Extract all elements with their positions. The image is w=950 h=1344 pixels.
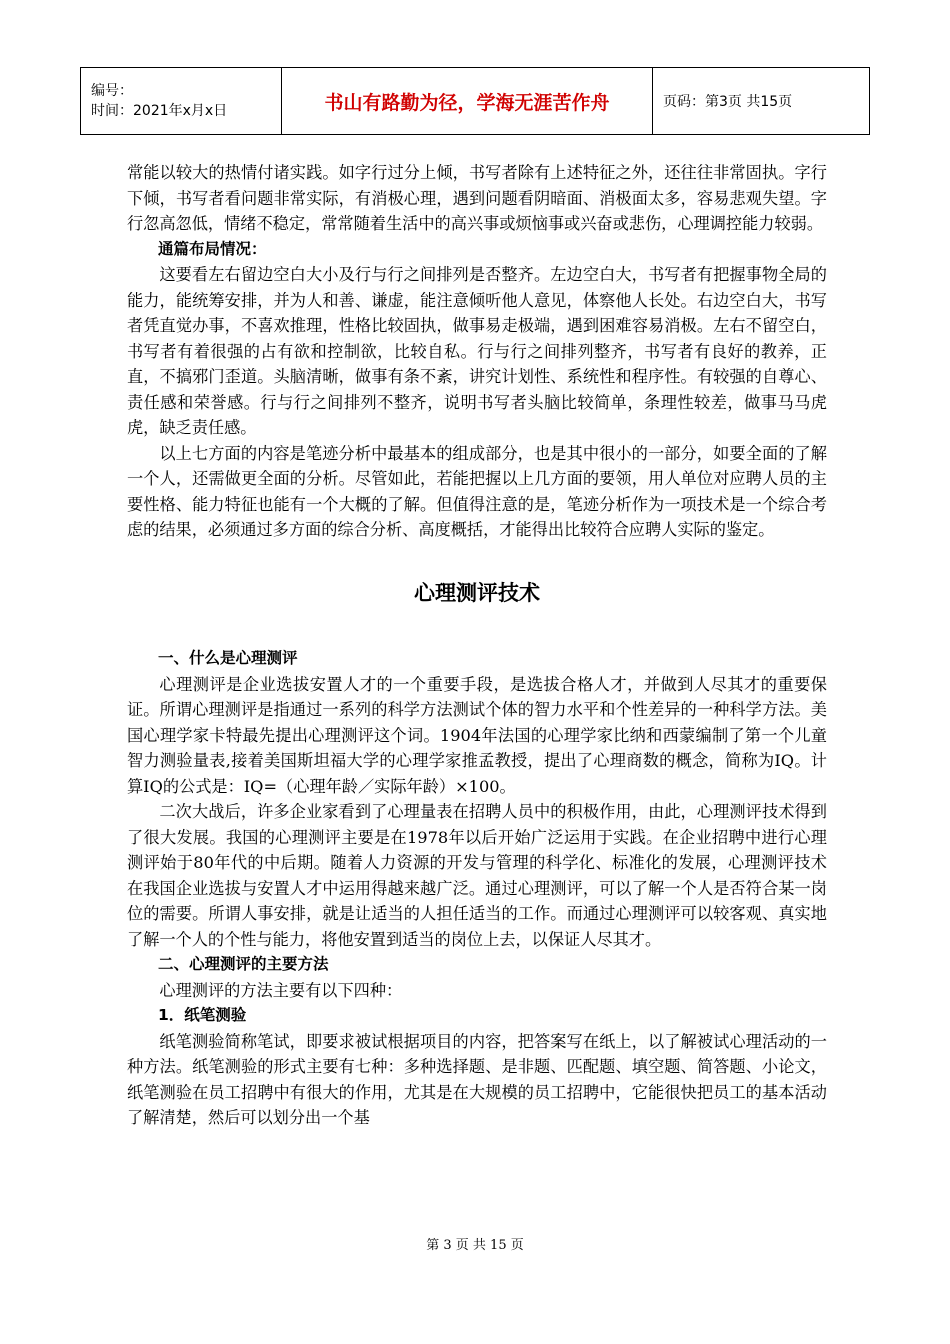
paragraph: 这要看左右留边空白大小及行与行之间排列是否整齐。左边空白大，书写者有把握事物全局的能力，能统筹安排，并为人和善、谦虚，能注意倾听他人意见，体察他人长处。右边空白大，书写者凭直觉办事，不喜欢推理，性格比较固执，做事易走极端，遇到困难容易消极。左右不留空白，书写者有着很强的占有欲和控制欲，比较自私。行与行之间排列整齐，书写者有良好的教养，正直，不搞邪门歪道。头脑清晰，做事有条不紊，讲究计划性、系统性和程序性。有较强的自尊心、责任感和荣誉感。行与行之间排列不整齐，说明书写者头脑比较简单，条理性较差，做事马马虎虎，缺乏责任感。: [127, 265, 827, 437]
page-footer: 第 3 页 共 15 页: [426, 1238, 524, 1253]
time-label: 时间：2021年x月x日: [91, 103, 228, 119]
page-title: 心理测评技术: [414, 580, 540, 605]
section-heading-1: 一、什么是心理测评: [158, 649, 298, 667]
document-header: [80, 67, 870, 135]
header-page-info: 页码：第3页 共15页: [653, 68, 870, 135]
number-label: 编号：: [91, 83, 133, 99]
paragraph: 常能以较大的热情付诸实践。如字行过分上倾，书写者除有上述特征之外，还往往非常固执。字行下倾，书写者看问题非常实际，有消极心理，遇到问题看阴暗面、消极面太多，容易悲观失望。字行忽高忽低，情绪不稳定，常常随着生活中的高兴事或烦恼事或兴奋或悲伤，心理调控能力较弱。: [127, 163, 827, 233]
paragraph: 心理测评的方法主要有以下四种：: [159, 980, 403, 1000]
paragraph: 二次大战后，许多企业家看到了心理量表在招聘人员中的积极作用，由此，心理测评技术得到了很大发展。我国的心理测评主要是在1978年以后开始广泛运用于实践。在企业招聘中进行心理测评始于80年代的中后期。随着人力资源的开发与管理的科学化、标准化的发展，心理测评技术在我国企业选拔与安置人才中运用得越来越广泛。通过心理测评，可以了解一个人是否符合某一岗位的需要。所谓人事安排，就是让适当的人担任适当的工作。而通过心理测评可以较客观、真实地了解一个人的个性与能力，将他安置到适当的岗位上去，以保证人尽其才。: [127, 802, 827, 949]
section-heading-layout: 通篇布局情况：: [158, 239, 267, 258]
paragraph: 纸笔测验简称笔试，即要求被试根据项目的内容，把答案写在纸上，以了解被试心理活动的一种方法。纸笔测验的形式主要有七种：多种选择题、是非题、匹配题、填空题、简答题、小论文，纸笔测验在员工招聘中有很大的作用，尤其是在大规模的员工招聘中，它能很快把员工的基本活动了解清楚，然后可以划分出一个基: [127, 1031, 827, 1127]
header-meta-cell: [81, 68, 282, 135]
document-body: [127, 160, 827, 1131]
section-heading-2: 二、心理测评的主要方法: [158, 955, 329, 973]
header-motto: 书山有路勤为径，学海无涯苦作舟: [282, 68, 653, 135]
subsection-heading-1: 1．纸笔测验: [158, 1006, 247, 1024]
paragraph: 以上七方面的内容是笔迹分析中最基本的组成部分，也是其中很小的一部分，如要全面的了解一个人，还需做更全面的分析。尽管如此，若能把握以上几方面的要领，用人单位对应聘人员的主要性格、能力特征也能有一个大概的了解。但值得注意的是，笔迹分析作为一项技术是一个综合考虑的结果，必须通过多方面的综合分析、高度概括，才能得出比较符合应聘人实际的鉴定。: [127, 443, 827, 539]
paragraph: 心理测评是企业选拔安置人才的一个重要手段，是选拔合格人才，并做到人尽其才的重要保证。所谓心理测评是指通过一系列的科学方法测试个体的智力水平和个性差异的一种科学方法。美国心理学家卡特最先提出心理测评这个词。1904年法国的心理学家比纳和西蒙编制了第一个儿童智力测验量表,接着美国斯坦福大学的心理学家推孟教授，提出了心理商数的概念，简称为IQ。计算IQ的公式是：IQ=（心理年龄／实际年龄）×100。: [127, 674, 827, 796]
